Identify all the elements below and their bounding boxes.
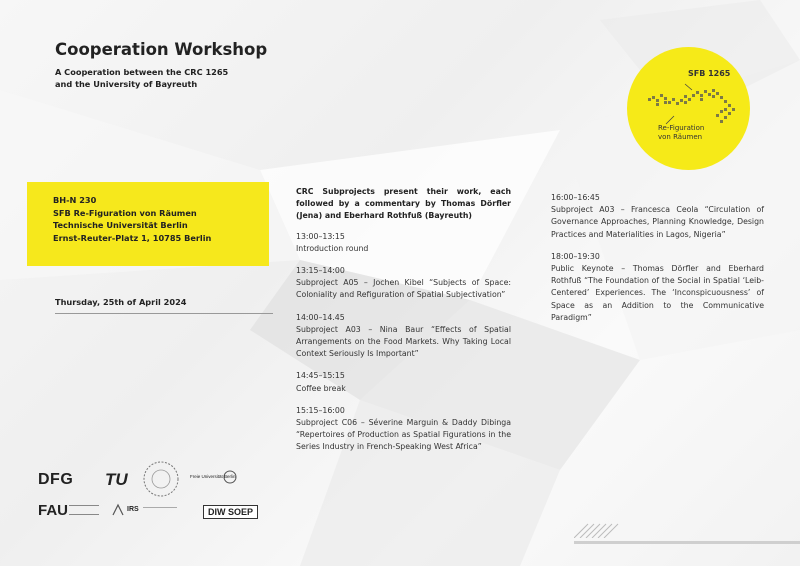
irs-wordmark	[143, 507, 177, 514]
item-text: Subproject A05 – Jochen Kibel “Subjects of Space: Coloniality and Refiguration of Spatial Subjectivation”	[296, 278, 511, 300]
item-time: 13:15–14:00	[296, 266, 345, 276]
item-text: Subproject A03 – Nina Baur “Effects of Spatial Arrangements on the Food Markets. Why Taking Local Context Seriously Is Important”	[296, 324, 511, 359]
subtitle	[55, 66, 228, 90]
item-text: Subproject A03 – Francesca Ceola “Circulation of Governance Approaches, Planning Knowledge, Design Practices and Materialities in Lagos, Nigeria”	[551, 205, 764, 239]
subtitle-line: A Cooperation between the CRC 1265	[55, 67, 229, 77]
irs-mark-icon	[111, 503, 125, 517]
sfb-label: SFB 1265	[688, 69, 731, 78]
fau-logo: FAU	[38, 502, 68, 519]
item-time: 14:00–14.45	[296, 312, 345, 322]
location-address	[53, 194, 211, 244]
item-text: Subproject C06 – Séverine Marguin & Daddy Dibinga “Repertoires of Production as Spatial Figurations in the Series Industry in French-Speaking West Africa”	[296, 418, 511, 452]
subtitle-line: and the University of Bayreuth	[55, 79, 198, 89]
program-item	[296, 312, 511, 361]
partner-logos	[35, 465, 265, 530]
program-item	[296, 265, 511, 302]
page-title: Cooperation Workshop	[55, 40, 268, 59]
item-time: 15:15–16:00	[296, 405, 345, 415]
university: Technische Universität Berlin	[53, 220, 188, 230]
fub-logo: Freie Universität Berlin	[190, 474, 236, 479]
item-text: Introduction round	[296, 243, 369, 253]
sfb-tagline	[658, 124, 704, 142]
program-item	[296, 231, 511, 255]
item-time: 16:00–16:45	[551, 193, 600, 202]
item-text: Public Keynote – Thomas Dörfler and Eberhard Rothfuß “The Foundation of the Social in Spatial ‘Leib-Centered’ Experiences. The ‘Inconspicuousness’ of Space as an Addition to the Communicative Paradigm”	[551, 264, 764, 322]
university-seal-icon	[141, 459, 181, 499]
program-intro: CRC Subprojects present their work, each followed by a commentary by Thomas Dörfler (Jena) and Eberhard Rothfuß (Bayreuth)	[296, 187, 511, 221]
program-item	[296, 405, 511, 454]
program-item	[551, 192, 764, 241]
bottom-bar	[574, 541, 800, 544]
dfg-logo: DFG	[38, 471, 74, 488]
street: Ernst-Reuter-Platz 1, 10785 Berlin	[53, 232, 212, 243]
item-time: 13:00–13:15	[296, 231, 345, 241]
program-column-right	[551, 192, 764, 334]
decorative-hatch	[574, 520, 800, 538]
event-date: Thursday, 25th of April 2024	[55, 297, 187, 307]
program-item	[551, 251, 764, 324]
tu-logo: TU	[105, 470, 128, 489]
org: SFB Re-Figuration von Räumen	[53, 207, 197, 218]
tag-line: von Räumen	[658, 133, 703, 141]
program-item	[296, 370, 511, 394]
program-column-left	[296, 186, 511, 464]
fau-wordmark	[69, 505, 99, 515]
irs-logo: IRS	[127, 506, 139, 513]
divider	[55, 313, 273, 314]
tag-line: Re-Figuration	[658, 124, 705, 132]
diw-logo: DIW SOEP	[203, 505, 258, 519]
item-time: 14:45–15:15	[296, 371, 345, 381]
room: BH-N 230	[53, 195, 97, 205]
item-time: 18:00–19:30	[551, 251, 600, 261]
item-text: Coffee break	[296, 383, 346, 393]
